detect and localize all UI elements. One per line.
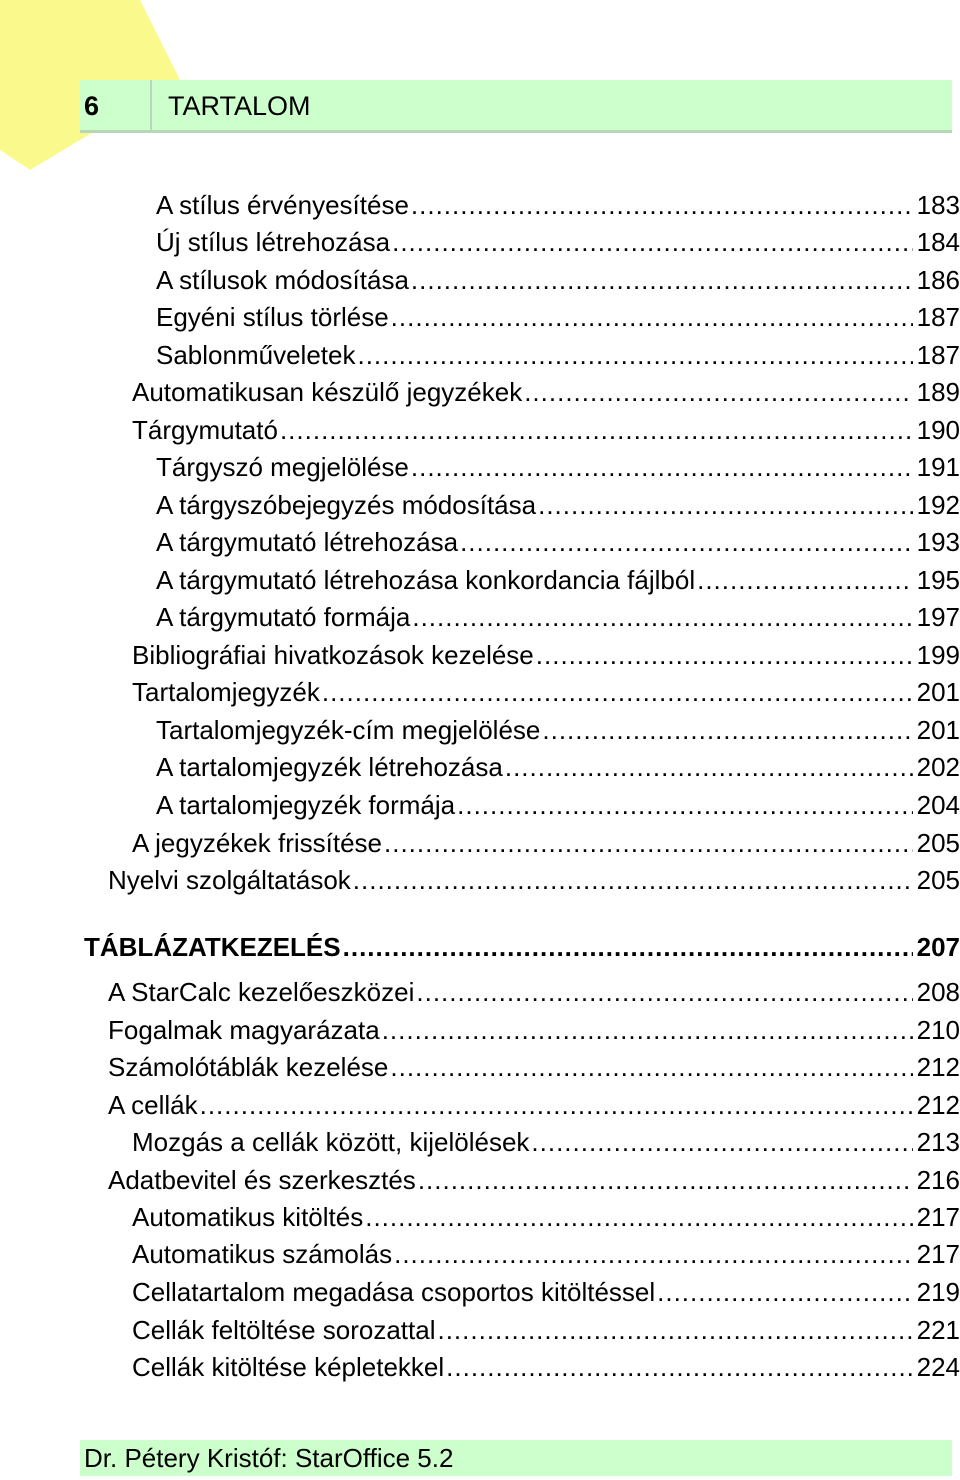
toc-entry-title: Új stílus létrehozása — [156, 227, 391, 257]
toc-entry[interactable] — [132, 1349, 960, 1385]
toc-entry[interactable] — [156, 599, 960, 635]
toc-page-number: 205 — [916, 865, 960, 895]
toc-page-number: 187 — [916, 340, 960, 370]
toc-dot-leader — [460, 524, 913, 560]
toc-page-number: 191 — [916, 452, 960, 482]
toc-entry[interactable] — [156, 187, 960, 223]
toc-page-number: 224 — [916, 1352, 960, 1382]
toc-dot-leader — [457, 787, 912, 823]
page-title: TARTALOM — [168, 91, 311, 121]
toc-dot-leader — [531, 1124, 912, 1160]
toc-page-number: 213 — [916, 1127, 960, 1157]
toc-page-number: 210 — [916, 1015, 960, 1045]
toc-page-number: 186 — [916, 265, 960, 295]
toc-entry-title: Tartalomjegyzék-cím megjelölése — [156, 715, 541, 745]
toc-dot-leader — [322, 674, 913, 710]
toc-entry-title: A stílus érvényesítése — [156, 190, 409, 220]
toc-entry-title: Automatikus számolás — [132, 1239, 393, 1269]
toc-entry[interactable] — [132, 637, 960, 673]
toc-entry[interactable] — [108, 1049, 960, 1085]
toc-entry-title: A tárgyszóbejegyzés módosítása — [156, 490, 537, 520]
toc-dot-leader — [411, 262, 913, 298]
toc-page-number: 197 — [916, 602, 960, 632]
toc-entry-title: Bibliográfiai hivatkozások kezelése — [132, 640, 534, 670]
toc-entry[interactable] — [132, 1199, 960, 1235]
toc-entry-title: Számolótáblák kezelése — [108, 1052, 389, 1082]
toc-dot-leader — [390, 1049, 912, 1085]
toc-entry[interactable] — [156, 562, 960, 598]
toc-dot-leader — [365, 1199, 912, 1235]
toc-entry[interactable] — [132, 1274, 960, 1310]
toc-page-number: 212 — [916, 1090, 960, 1120]
toc-page-number: 193 — [916, 527, 960, 557]
toc-page-number: 183 — [916, 190, 960, 220]
footer-text: Dr. Pétery Kristóf: StarOffice 5.2 — [84, 1443, 454, 1473]
toc-entry-title: A tartalomjegyzék formája — [156, 790, 456, 820]
toc-entry-title: A tárgymutató létrehozása konkordancia fájlból — [156, 565, 696, 595]
toc-entry[interactable] — [156, 262, 960, 298]
toc-page-number: 217 — [916, 1202, 960, 1232]
toc-page-number: 199 — [916, 640, 960, 670]
toc-entry[interactable] — [132, 1124, 960, 1160]
toc-page-number: 189 — [916, 377, 960, 407]
toc-entry[interactable] — [132, 1312, 960, 1348]
toc-entry[interactable] — [132, 374, 960, 410]
toc-entry-title: Tárgyszó megjelölése — [156, 452, 409, 482]
toc-page-number: 202 — [916, 752, 960, 782]
toc-entry-title: Cellák feltöltése sorozattal — [132, 1315, 436, 1345]
toc-page-number: 216 — [916, 1165, 960, 1195]
toc-page-number: 207 — [916, 932, 960, 962]
toc-page-number: 205 — [916, 828, 960, 858]
toc-dot-leader — [392, 224, 913, 260]
toc-entry[interactable] — [132, 1236, 960, 1272]
toc-entry-title: Adatbevitel és szerkesztés — [108, 1165, 416, 1195]
toc-entry-title: Tartalomjegyzék — [132, 677, 320, 707]
toc-entry[interactable] — [132, 412, 960, 448]
toc-dot-leader — [411, 449, 913, 485]
toc-dot-leader — [505, 749, 913, 785]
toc-entry-title: Tárgymutató — [132, 415, 278, 445]
toc-page-number: 195 — [916, 565, 960, 595]
toc-entry-title: Cellatartalom megadása csoportos kitöltéssel — [132, 1277, 656, 1307]
toc-dot-leader — [524, 374, 912, 410]
toc-entry[interactable] — [156, 487, 960, 523]
toc-entry-title: A tárgymutató létrehozása — [156, 527, 459, 557]
toc-dot-leader — [697, 562, 913, 598]
toc-entry-title: Cellák kitöltése képletekkel — [132, 1352, 445, 1382]
toc-entry[interactable] — [108, 1162, 960, 1198]
toc-page-number: 192 — [916, 490, 960, 520]
toc-page-number: 184 — [916, 227, 960, 257]
toc-entry-title: Automatikusan készülő jegyzékek — [132, 377, 523, 407]
toc-page-number: 208 — [916, 977, 960, 1007]
toc-entry-title: A cellák — [108, 1090, 198, 1120]
toc-entry[interactable] — [132, 825, 960, 861]
toc-dot-leader — [657, 1274, 912, 1310]
toc-entry-title: Sablonműveletek — [156, 340, 356, 370]
toc-dot-leader — [357, 337, 912, 373]
toc-entry-title: Nyelvi szolgáltatások — [108, 865, 351, 895]
toc-dot-leader — [353, 862, 913, 898]
toc-page-number: 217 — [916, 1239, 960, 1269]
toc-entry[interactable] — [156, 224, 960, 260]
toc-dot-leader — [384, 825, 913, 861]
toc-entry[interactable] — [156, 299, 960, 335]
toc-entry[interactable] — [156, 749, 960, 785]
toc-page-number: 219 — [916, 1277, 960, 1307]
toc-entry[interactable] — [108, 1012, 960, 1048]
toc-page-number: 201 — [916, 677, 960, 707]
toc-entry-title: Automatikus kitöltés — [132, 1202, 364, 1232]
toc-page-number: 190 — [916, 415, 960, 445]
toc-entry[interactable] — [156, 787, 960, 823]
toc-dot-leader — [200, 1087, 913, 1123]
toc-page-number: 187 — [916, 302, 960, 332]
toc-dot-leader — [391, 299, 913, 335]
page-number: 6 — [84, 91, 100, 121]
toc-dot-leader — [446, 1349, 912, 1385]
toc-page-number: 212 — [916, 1052, 960, 1082]
toc-dot-leader — [343, 929, 913, 965]
toc-page-number: 204 — [916, 790, 960, 820]
toc-dot-leader — [382, 1012, 913, 1048]
toc-dot-leader — [280, 412, 913, 448]
toc-dot-leader — [542, 712, 912, 748]
toc-entry[interactable] — [156, 524, 960, 560]
toc-dot-leader — [412, 599, 912, 635]
toc-entry[interactable] — [156, 337, 960, 373]
toc-entry[interactable] — [156, 712, 960, 748]
toc-entry-title: TÁBLÁZATKEZELÉS — [84, 932, 341, 962]
toc-dot-leader — [418, 1162, 913, 1198]
toc-dot-leader — [538, 487, 913, 523]
toc-entry-title: A tárgymutató formája — [156, 602, 411, 632]
toc-entry-title: Egyéni stílus törlése — [156, 302, 389, 332]
toc-entry[interactable] — [132, 674, 960, 710]
toc-entry-title: Mozgás a cellák között, kijelölések — [132, 1127, 530, 1157]
toc-entry[interactable] — [108, 1087, 960, 1123]
toc-page-number: 221 — [916, 1315, 960, 1345]
page-footer — [80, 1440, 952, 1476]
toc-dot-leader — [536, 637, 913, 673]
toc-entry-title: Fogalmak magyarázata — [108, 1015, 380, 1045]
toc-entry-title: A jegyzékek frissítése — [132, 828, 382, 858]
toc-dot-leader — [416, 974, 912, 1010]
toc-dot-leader — [411, 187, 913, 223]
toc-section-heading[interactable] — [84, 929, 960, 965]
toc-entry-title: A stílusok módosítása — [156, 265, 409, 295]
toc-dot-leader — [394, 1236, 913, 1272]
toc-entry-title: A StarCalc kezelőeszközei — [108, 977, 415, 1007]
toc-entry-title: A tartalomjegyzék létrehozása — [156, 752, 503, 782]
toc-entry[interactable] — [108, 862, 960, 898]
toc-entry[interactable] — [108, 974, 960, 1010]
toc-page-number: 201 — [916, 715, 960, 745]
toc-dot-leader — [437, 1312, 912, 1348]
toc-entry[interactable] — [156, 449, 960, 485]
